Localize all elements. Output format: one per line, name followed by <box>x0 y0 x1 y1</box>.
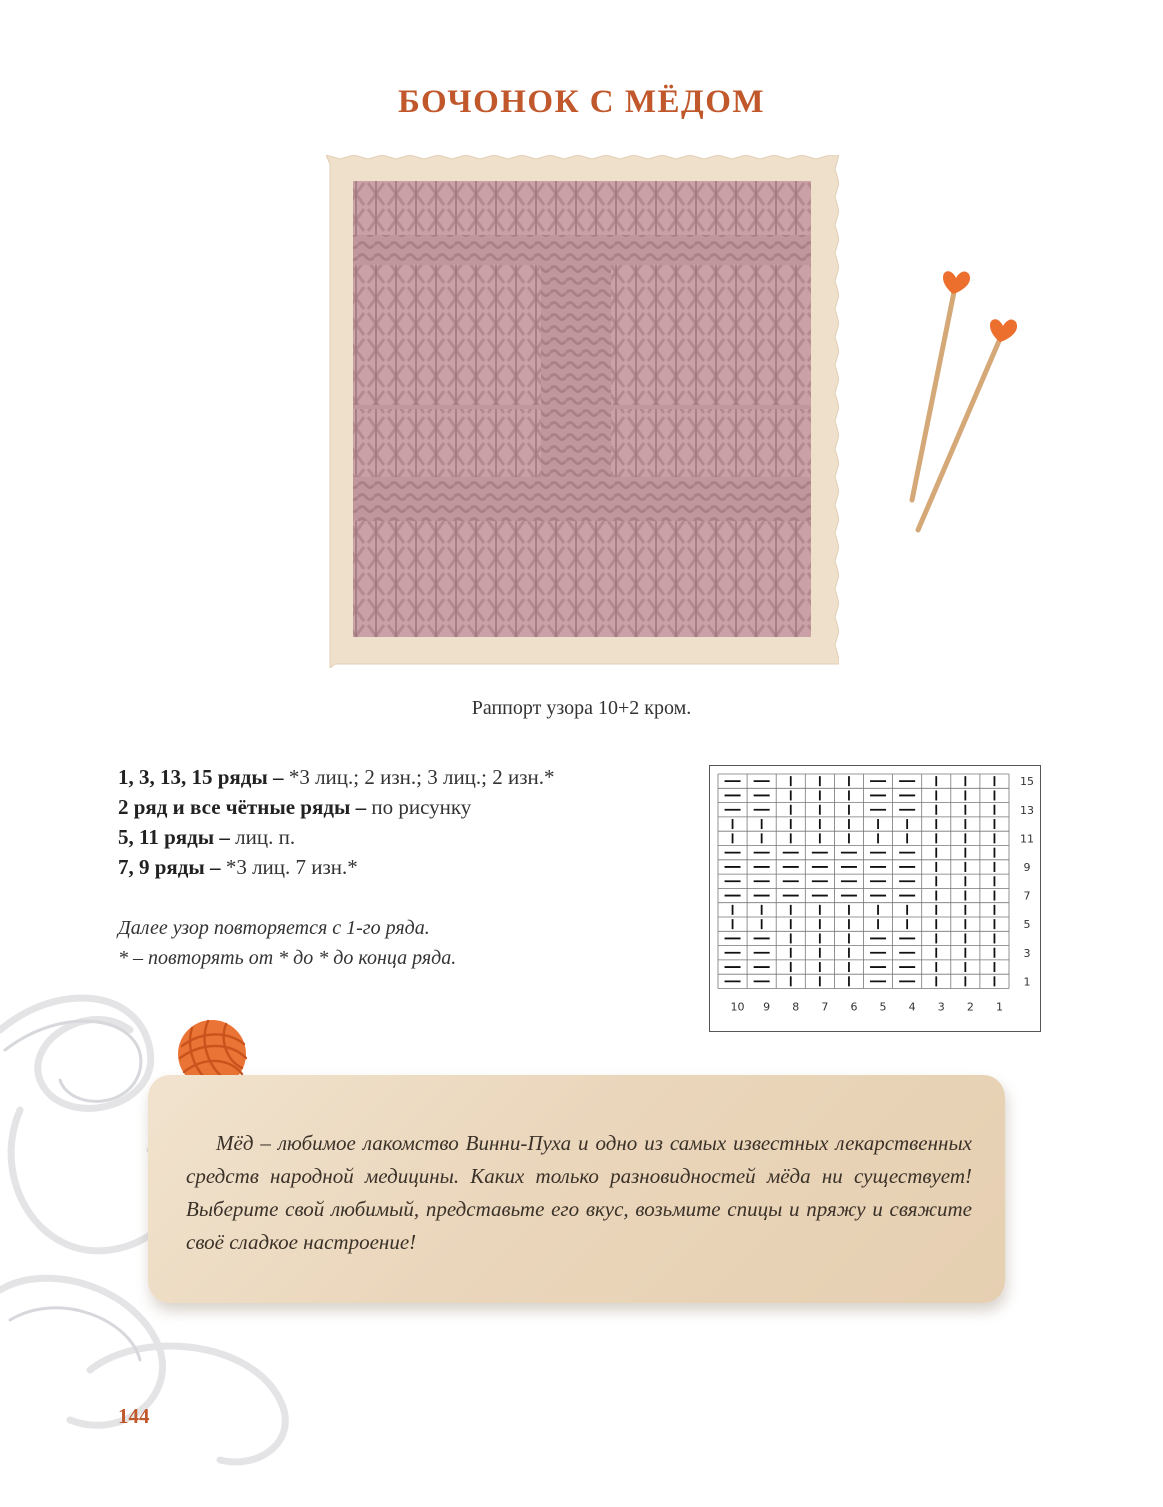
page-number: 144 <box>118 1404 150 1428</box>
knitted-swatch-photo <box>326 155 839 668</box>
info-text: Мёд – любимое лакомство Винни-Пуха и одно из самых известных лекарственных средств народной медицины. Каких только разновидностей мёда ни существует! Выберите свой любимый, представьте его вкус, возьмите спицы и пряжу и свяжите своё сладкое настроение! <box>186 1131 972 1254</box>
chart-row-label: 9 <box>1023 860 1031 874</box>
instruction-rows-label: 5, 11 ряды – <box>118 825 230 849</box>
chart-row-label: 15 <box>1020 775 1034 789</box>
chart-row-label: 5 <box>1023 918 1031 932</box>
note-line: Далее узор повторяется с 1-го ряда. <box>118 917 430 939</box>
pattern-notes <box>118 913 678 973</box>
knitting-needles-icon <box>900 262 1030 537</box>
chart-column-label: 6 <box>850 1000 858 1014</box>
purl-band <box>353 235 811 265</box>
instruction-text: по рисунку <box>366 795 472 819</box>
chart-column-label: 4 <box>908 1000 916 1014</box>
knitting-chart <box>709 765 1041 1032</box>
instruction-row <box>118 822 688 852</box>
chart-column-label: 3 <box>937 1000 945 1014</box>
instruction-row <box>118 852 688 882</box>
chart-row-label: 13 <box>1020 803 1034 817</box>
pattern-repeat-caption: Раппорт узора 10+2 кром. <box>471 697 692 719</box>
instruction-text: *3 лиц.; 2 изн.; 3 лиц.; 2 изн.* <box>283 765 555 789</box>
chart-column-label: 7 <box>821 1000 829 1014</box>
chart-column-label: 10 <box>730 1000 745 1014</box>
instruction-row <box>118 792 688 822</box>
instruction-rows-label: 1, 3, 13, 15 ряды – <box>118 765 284 789</box>
instruction-text: лиц. п. <box>229 825 296 849</box>
instruction-text: *3 лиц. 7 изн.* <box>220 855 358 879</box>
chart-row-label: 1 <box>1023 975 1031 989</box>
instruction-rows-label: 2 ряд и все чётные ряды – <box>118 795 367 819</box>
instruction-rows-label: 7, 9 ряды – <box>118 855 221 879</box>
instruction-row <box>118 762 688 792</box>
chart-column-label: 1 <box>995 1000 1003 1014</box>
note-line: * – повторять от * до * до конца ряда. <box>118 947 457 969</box>
chart-column-label: 5 <box>879 1000 887 1014</box>
chart-column-label: 8 <box>792 1000 800 1014</box>
chart-row-label: 11 <box>1020 832 1034 846</box>
purl-band <box>353 477 811 521</box>
purl-band <box>541 265 611 477</box>
row-instructions <box>118 762 688 882</box>
page-title: БОЧОНОК С МЁДОМ <box>397 84 766 120</box>
chart-row-label: 3 <box>1023 946 1031 960</box>
chart-row-label: 7 <box>1023 889 1031 903</box>
chart-frame <box>710 766 1041 1032</box>
chart-column-label: 9 <box>763 1000 771 1014</box>
chart-column-label: 2 <box>966 1000 974 1014</box>
